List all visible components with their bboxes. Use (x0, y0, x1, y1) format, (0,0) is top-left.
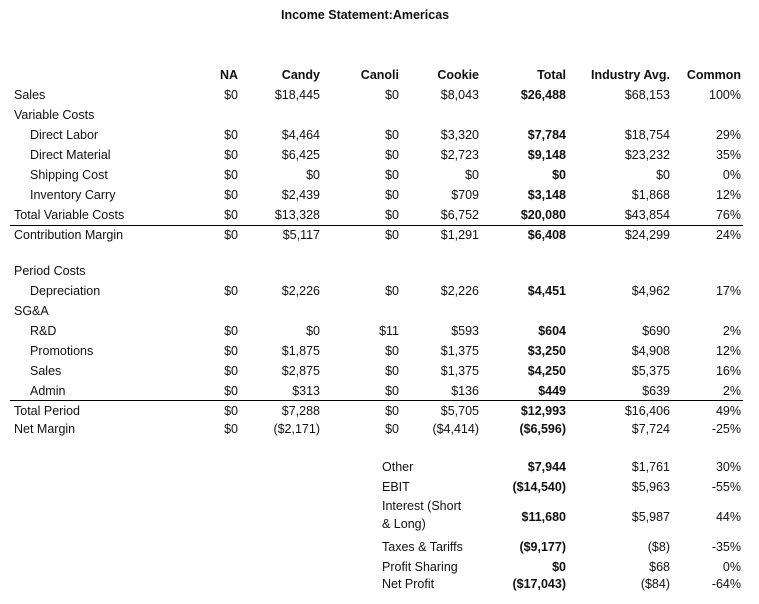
cell-common: -35% (711, 540, 741, 554)
cell-industry-avg: $1,868 (631, 188, 670, 202)
cell-industry-avg: $24,299 (624, 228, 670, 242)
row-label: Total Period (14, 404, 81, 418)
cell-canoli: $11 (379, 324, 399, 338)
cell-candy: $6,425 (281, 148, 320, 162)
row-label: Shipping Cost (30, 168, 108, 182)
cell-total: $4,250 (527, 364, 566, 378)
cell-common: 17% (715, 284, 741, 298)
header-industry-avg: Industry Avg. (591, 68, 670, 82)
cell-na: $0 (224, 324, 238, 338)
cell-na: $0 (224, 228, 238, 242)
cell-total: $0 (552, 168, 566, 182)
cell-industry-avg: $0 (656, 168, 670, 182)
header-candy: Candy (281, 68, 320, 82)
cell-na: $0 (224, 364, 238, 378)
cell-cookie: $1,291 (440, 228, 479, 242)
row-label: Inventory Carry (30, 188, 116, 202)
cell-common: 76% (715, 208, 741, 222)
cell-canoli: $0 (385, 168, 399, 182)
row-label: Direct Labor (30, 128, 99, 142)
cell-common: 30% (715, 460, 741, 474)
row-label: Sales (14, 88, 46, 102)
cell-common: 2% (722, 384, 741, 398)
cell-cookie: $593 (451, 324, 479, 338)
row-label: EBIT (382, 480, 410, 494)
cell-industry-avg: $1,761 (631, 460, 670, 474)
cell-common: -55% (711, 480, 741, 494)
cell-total: ($9,177) (519, 540, 566, 554)
row-label: Period Costs (14, 264, 86, 278)
cell-canoli: $0 (385, 128, 399, 142)
cell-industry-avg: $690 (642, 324, 670, 338)
header-total: Total (537, 68, 566, 82)
cell-common: 35% (715, 148, 741, 162)
cell-cookie: $1,375 (440, 344, 479, 358)
cell-industry-avg: $43,854 (624, 208, 670, 222)
cell-cookie: $5,705 (440, 404, 479, 418)
cell-na: $0 (224, 128, 238, 142)
cell-cookie: $0 (465, 168, 479, 182)
row-label: Profit Sharing (382, 560, 458, 574)
row-label: Contribution Margin (14, 228, 124, 242)
cell-candy: $0 (306, 324, 320, 338)
cell-total: ($14,540) (512, 480, 566, 494)
cell-candy: $13,328 (274, 208, 320, 222)
cell-total: $7,944 (527, 460, 566, 474)
cell-total: $3,250 (527, 344, 566, 358)
cell-canoli: $0 (385, 422, 399, 436)
cell-common: 12% (715, 188, 741, 202)
cell-na: $0 (224, 384, 238, 398)
cell-canoli: $0 (385, 384, 399, 398)
page-title: Income Statement:Americas (281, 8, 450, 22)
row-label: Other (382, 460, 414, 474)
cell-total: $6,408 (527, 228, 566, 242)
rule-above-contribution-margin (10, 225, 743, 226)
cell-industry-avg: $7,724 (631, 422, 670, 436)
row-label: Direct Material (30, 148, 111, 162)
cell-total: ($6,596) (519, 422, 566, 436)
row-label: Taxes & Tariffs (382, 540, 463, 554)
cell-canoli: $0 (385, 228, 399, 242)
cell-na: $0 (224, 168, 238, 182)
cell-cookie: ($4,414) (432, 422, 479, 436)
cell-candy: $313 (292, 384, 320, 398)
cell-canoli: $0 (385, 364, 399, 378)
cell-cookie: $2,226 (440, 284, 479, 298)
cell-na: $0 (224, 188, 238, 202)
cell-common: 0% (722, 560, 741, 574)
cell-canoli: $0 (385, 188, 399, 202)
cell-total: $11,680 (521, 510, 566, 524)
cell-common: 49% (715, 404, 741, 418)
cell-cookie: $3,320 (440, 128, 479, 142)
cell-candy: $7,288 (281, 404, 320, 418)
cell-industry-avg: $68,153 (624, 88, 670, 102)
cell-total: $20,080 (520, 208, 566, 222)
row-label-line2: & Long) (382, 517, 426, 531)
cell-na: $0 (224, 148, 238, 162)
cell-cookie: $136 (451, 384, 479, 398)
row-label: Promotions (30, 344, 94, 358)
row-label-line1: Interest (Short (382, 499, 462, 513)
cell-common: 16% (715, 364, 741, 378)
cell-industry-avg: ($84) (640, 577, 670, 591)
cell-candy: $2,875 (281, 364, 320, 378)
cell-common: -25% (711, 422, 741, 436)
cell-common: 2% (722, 324, 741, 338)
cell-total: $604 (538, 324, 566, 338)
header-cookie: Cookie (437, 68, 479, 82)
cell-common: -64% (711, 577, 741, 591)
header-na: NA (219, 68, 238, 82)
cell-total: $4,451 (527, 284, 566, 298)
cell-industry-avg: $23,232 (624, 148, 670, 162)
cell-industry-avg: ($8) (647, 540, 670, 554)
row-label: Net Profit (382, 577, 435, 591)
cell-total: $12,993 (520, 404, 566, 418)
cell-common: 29% (715, 128, 741, 142)
row-label: Admin (30, 384, 66, 398)
cell-candy: ($2,171) (273, 422, 320, 436)
cell-industry-avg: $4,962 (631, 284, 670, 298)
cell-canoli: $0 (385, 148, 399, 162)
cell-cookie: $709 (451, 188, 479, 202)
cell-candy: $5,117 (282, 228, 320, 242)
cell-total: ($17,043) (512, 577, 566, 591)
cell-industry-avg: $5,963 (631, 480, 670, 494)
cell-industry-avg: $16,406 (624, 404, 670, 418)
cell-cookie: $6,752 (440, 208, 479, 222)
cell-industry-avg: $68 (649, 560, 670, 574)
cell-candy: $2,226 (281, 284, 320, 298)
cell-industry-avg: $5,375 (631, 364, 670, 378)
cell-total: $3,148 (527, 188, 566, 202)
cell-cookie: $2,723 (440, 148, 479, 162)
header-canoli: Canoli (360, 68, 399, 82)
cell-total: $449 (538, 384, 566, 398)
row-label: R&D (30, 324, 57, 338)
cell-candy: $1,875 (281, 344, 320, 358)
cell-canoli: $0 (385, 404, 399, 418)
cell-canoli: $0 (385, 208, 399, 222)
row-label: Total Variable Costs (14, 208, 125, 222)
row-label: Net Margin (14, 422, 76, 436)
cell-candy: $4,464 (281, 128, 320, 142)
cell-total: $0 (552, 560, 566, 574)
row-label: Depreciation (30, 284, 101, 298)
cell-total: $9,148 (527, 148, 566, 162)
cell-total: $26,488 (520, 88, 566, 102)
cell-industry-avg: $4,908 (631, 344, 670, 358)
cell-candy: $0 (306, 168, 320, 182)
cell-na: $0 (224, 344, 238, 358)
cell-common: 24% (715, 228, 741, 242)
cell-common: 0% (722, 168, 741, 182)
cell-na: $0 (224, 404, 238, 418)
row-label: Sales (30, 364, 62, 378)
row-label: Variable Costs (14, 108, 95, 122)
cell-common: 44% (715, 510, 741, 524)
cell-canoli: $0 (385, 344, 399, 358)
cell-na: $0 (224, 208, 238, 222)
cell-industry-avg: $639 (642, 384, 670, 398)
cell-cookie: $8,043 (440, 88, 479, 102)
cell-candy: $2,439 (281, 188, 320, 202)
cell-na: $0 (224, 422, 238, 436)
cell-common: 12% (715, 344, 741, 358)
cell-canoli: $0 (385, 88, 399, 102)
cell-na: $0 (224, 284, 238, 298)
header-common: Common (686, 68, 741, 82)
cell-na: $0 (224, 88, 238, 102)
rule-above-total-period (10, 400, 743, 401)
cell-industry-avg: $5,987 (631, 510, 670, 524)
cell-candy: $18,445 (274, 88, 320, 102)
cell-cookie: $1,375 (440, 364, 479, 378)
cell-common: 100% (709, 88, 741, 102)
cell-total: $7,784 (527, 128, 566, 142)
cell-canoli: $0 (385, 284, 399, 298)
cell-industry-avg: $18,754 (624, 128, 670, 142)
row-label: SG&A (14, 304, 49, 318)
